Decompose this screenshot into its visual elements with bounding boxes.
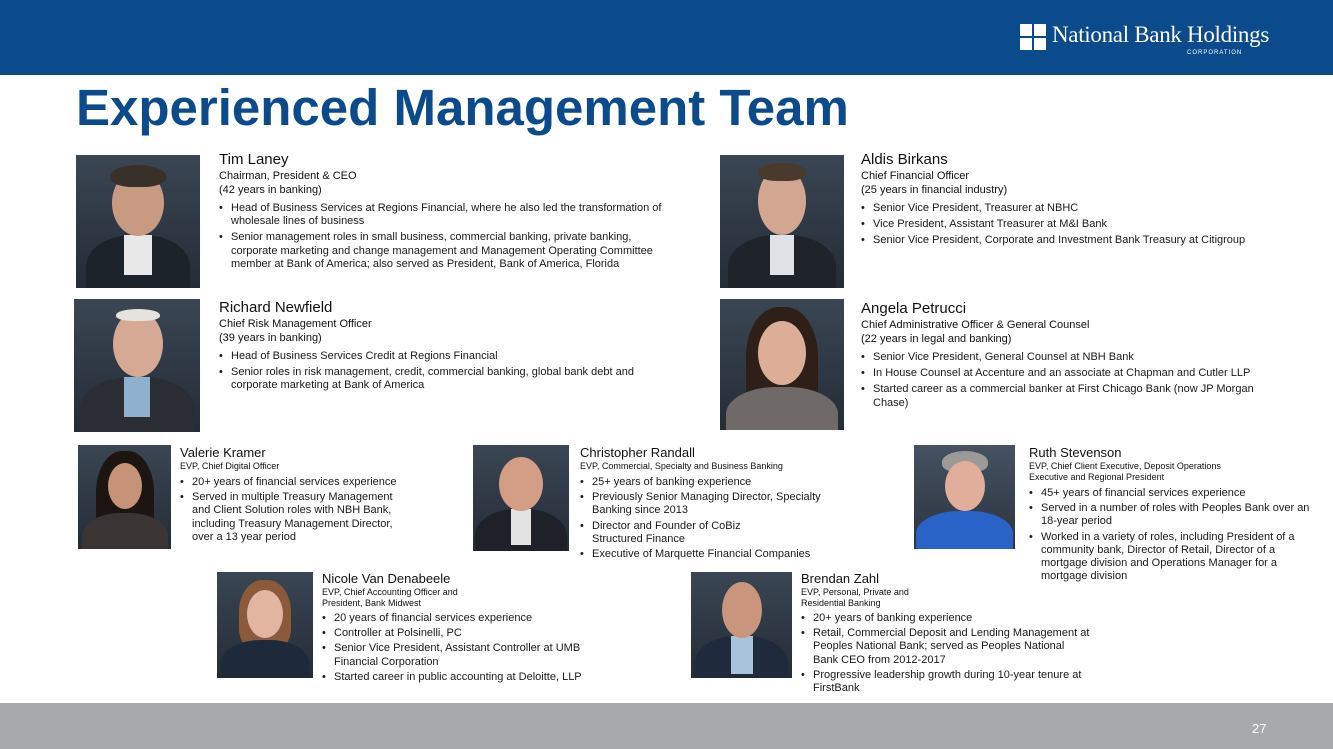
person-card xyxy=(801,571,1091,697)
bullet-item: • Head of Business Services Credit at Regions Financial xyxy=(219,350,659,363)
bullet-list xyxy=(861,202,1281,248)
page-number: 27 xyxy=(1252,721,1267,736)
portrait-photo xyxy=(78,445,171,549)
portrait-photo xyxy=(217,572,313,678)
bullet-item: • Retail, Commercial Deposit and Lending Management at Peoples National Bank; served as Peoples National Bank CEO from 2012-2017 xyxy=(801,627,1091,667)
bullet-item: • 20+ years of financial services experience xyxy=(180,476,408,489)
portrait-photo xyxy=(720,155,844,288)
person-role: EVP, Chief Client Executive, Deposit Operations Executive and Regional President xyxy=(1029,461,1221,482)
bullet-item: • Executive of Marquette Financial Companies xyxy=(580,548,870,561)
bullet-item: • Progressive leadership growth during 10-year tenure at FirstBank xyxy=(801,669,1091,695)
person-name: Valerie Kramer xyxy=(180,445,266,460)
person-card xyxy=(180,445,408,546)
person-role: EVP, Chief Digital Officer xyxy=(180,461,280,471)
person-card xyxy=(219,299,659,396)
person-name: Christopher Randall xyxy=(580,445,695,460)
person-role: Chief Financial Officer xyxy=(861,170,970,182)
bullet-item: • Vice President, Assistant Treasurer at M&I Bank xyxy=(861,218,1281,231)
person-name: Richard Newfield xyxy=(219,299,333,316)
bullet-item: • Senior Vice President, Corporate and Investment Bank Treasury at Citigroup xyxy=(861,234,1281,247)
portrait-photo xyxy=(76,155,200,288)
bullet-item: • Senior Vice President, Assistant Controller at UMB Financial Corporation xyxy=(322,642,592,668)
four-squares-logo-icon xyxy=(1020,24,1046,50)
person-card xyxy=(861,151,1281,251)
bullet-list xyxy=(1029,487,1319,583)
portrait-photo xyxy=(74,299,200,432)
person-name: Angela Petrucci xyxy=(861,300,967,317)
bullet-item: • 45+ years of financial services experience xyxy=(1029,487,1319,500)
person-card xyxy=(322,571,592,686)
bullet-item: • Controller at Polsinelli, PC xyxy=(322,627,592,640)
bullet-item: • Head of Business Services at Regions Financial, where he also led the transformation of wholesale lines of business xyxy=(219,202,669,228)
bullet-list xyxy=(801,612,1091,695)
person-role: EVP, Chief Accounting Officer and President, Bank Midwest xyxy=(322,587,458,608)
header-bar xyxy=(0,0,1333,75)
bullet-item: • Director and Founder of CoBiz Structured Finance xyxy=(580,520,742,546)
person-card xyxy=(580,445,880,563)
person-card xyxy=(219,151,669,274)
bullet-item: • Started career in public accounting at Deloitte, LLP xyxy=(322,671,592,684)
bullet-list xyxy=(180,476,408,544)
bullet-list xyxy=(580,476,870,561)
bullet-item: • Senior roles in risk management, credit, commercial banking, global bank debt and corporate marketing at Bank of America xyxy=(219,366,659,392)
bullet-item: • Previously Senior Managing Director, Specialty Banking since 2013 xyxy=(580,491,862,517)
person-tenure: (25 years in financial industry) xyxy=(861,184,1008,196)
person-tenure: (42 years in banking) xyxy=(219,184,322,196)
portrait-photo xyxy=(473,445,569,551)
portrait-photo xyxy=(691,572,792,678)
person-role: EVP, Personal, Private and Residential Banking xyxy=(801,587,909,608)
person-role: Chief Risk Management Officer xyxy=(219,318,372,330)
person-card xyxy=(861,300,1271,413)
person-role: Chairman, President & CEO xyxy=(219,170,357,182)
portrait-photo xyxy=(720,299,844,430)
bullet-item: • Worked in a variety of roles, including President of a community bank, Director of Retail, Director of a mortgage division and Operations Manager for a mortgage division xyxy=(1029,531,1301,584)
person-name: Nicole Van Denabeele xyxy=(322,571,451,586)
logo-name: National Bank Holdings xyxy=(1052,22,1269,47)
bullet-item: • Started career as a commercial banker at First Chicago Bank (now JP Morgan Chase) xyxy=(861,383,1271,409)
person-card xyxy=(1029,445,1319,585)
person-tenure: (22 years in legal and banking) xyxy=(861,333,1012,345)
footer-bar xyxy=(0,703,1333,749)
bullet-list xyxy=(322,612,592,684)
logo-subtitle: CORPORATION xyxy=(1187,50,1243,56)
person-name: Ruth Stevenson xyxy=(1029,445,1122,460)
bullet-item: • Senior Vice President, General Counsel at NBH Bank xyxy=(861,351,1271,364)
person-name: Tim Laney xyxy=(219,151,289,168)
bullet-list xyxy=(861,351,1271,410)
bullet-item: • In House Counsel at Accenture and an associate at Chapman and Cutler LLP xyxy=(861,367,1271,380)
person-tenure: (39 years in banking) xyxy=(219,332,322,344)
bullet-item: • 20 years of financial services experience xyxy=(322,612,592,625)
bullet-item: • Served in a number of roles with Peoples Bank over an 18-year period xyxy=(1029,502,1319,528)
bullet-item: • 25+ years of banking experience xyxy=(580,476,870,489)
bullet-item: • Senior Vice President, Treasurer at NBHC xyxy=(861,202,1281,215)
bullet-list xyxy=(219,350,659,393)
person-role: EVP, Commercial, Specialty and Business Banking xyxy=(580,461,783,471)
bullet-item: • Served in multiple Treasury Management and Client Solution roles with NBH Bank, including Treasury Management Director, over a 13 year period xyxy=(180,491,408,544)
person-name: Brendan Zahl xyxy=(801,571,880,586)
bullet-item: • 20+ years of banking experience xyxy=(801,612,1091,625)
page-title: Experienced Management Team xyxy=(76,79,849,136)
person-role: Chief Administrative Officer & General Counsel xyxy=(861,319,1090,331)
person-name: Aldis Birkans xyxy=(861,151,948,168)
portrait-photo xyxy=(914,445,1015,549)
bullet-item: • Senior management roles in small business, commercial banking, private banking, corporate marketing and change management and Management Operating Committee member at Bank of America; also served as President, Bank of America, Florida xyxy=(219,231,669,271)
bullet-list xyxy=(219,202,669,271)
